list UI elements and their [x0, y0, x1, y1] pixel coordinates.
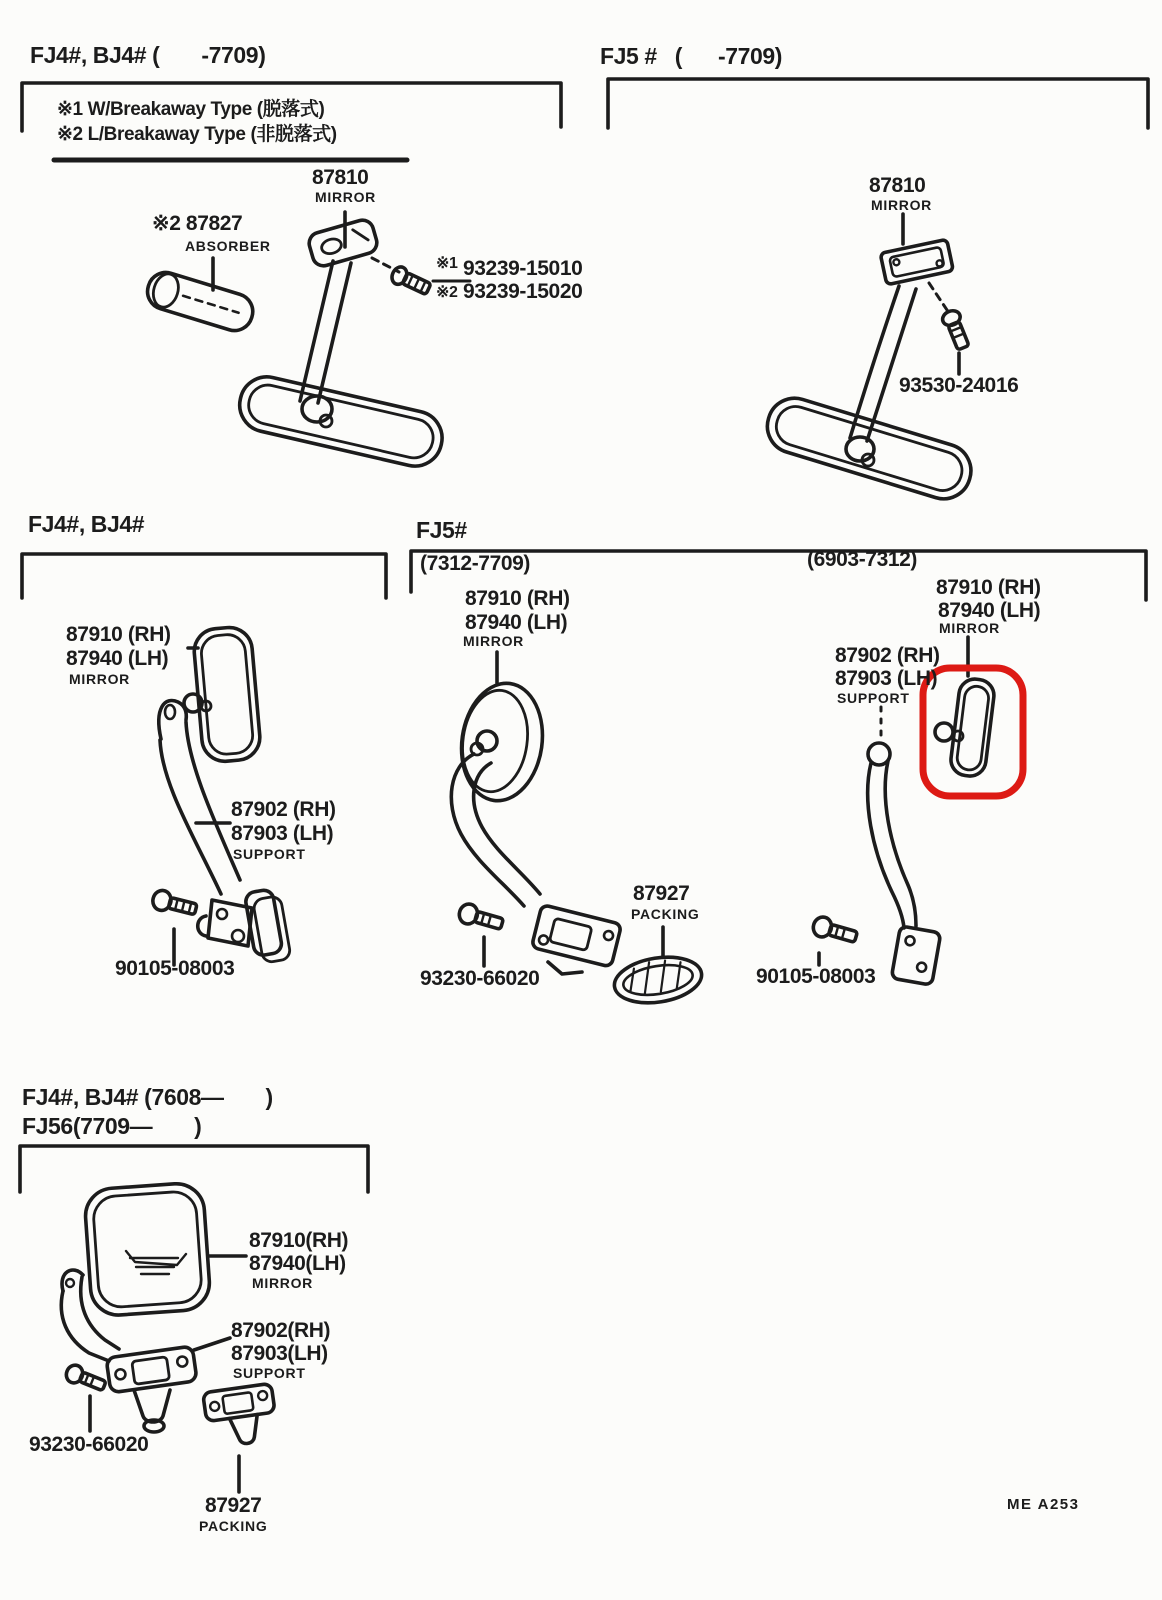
stem-pivot — [846, 437, 874, 461]
part-number-87910-rh: 87910(RH) — [249, 1229, 349, 1252]
part-number-87940-lh: 87940 (LH) — [465, 611, 568, 634]
packing-bracket — [203, 1383, 279, 1448]
leader-line — [194, 1338, 230, 1350]
mount-bracket — [106, 1346, 197, 1393]
part-number-87902-rh: 87902 (RH) — [835, 644, 940, 667]
foot-tab — [548, 962, 582, 974]
bracket-bottom — [20, 1146, 368, 1192]
part-number-87910-rh: 87910 (RH) — [66, 623, 171, 646]
part-number-93230-66020: 93230-66020 — [29, 1433, 149, 1456]
packing-pad — [611, 951, 705, 1008]
note-w-breakaway: ※1 W/Breakaway Type (脱落式) — [57, 99, 325, 120]
part-word-support: SUPPORT — [233, 846, 306, 862]
support-arm — [885, 761, 916, 926]
screw — [389, 265, 432, 298]
section-header-fj4-bj4-7709: FJ4#, BJ4# ( -7709) — [30, 42, 266, 68]
part-word-mirror: MIRROR — [871, 197, 932, 213]
mc-outer-mirror-drawing — [451, 652, 705, 1009]
part-number-87940-lh: 87940(LH) — [249, 1252, 346, 1275]
mirror-body — [454, 678, 550, 806]
part-word-support: SUPPORT — [837, 690, 910, 706]
mirror-stem — [300, 261, 333, 401]
bolt — [811, 915, 859, 946]
ref-mark-2: ※2 — [436, 284, 458, 301]
part-word-mirror: MIRROR — [252, 1275, 313, 1291]
bracket-wing — [198, 916, 206, 936]
hook-eyelet — [66, 1279, 74, 1287]
part-number-87903-lh: 87903(LH) — [231, 1342, 328, 1365]
support-arm — [61, 1291, 109, 1361]
absorber-cylinder — [143, 268, 257, 335]
part-number-87902-rh: 87902 (RH) — [231, 798, 336, 821]
part-number-93239-15010: 93239-15010 — [463, 257, 583, 280]
part-number-87810: 87810 — [869, 174, 926, 197]
part-number-87810: 87810 — [312, 166, 369, 189]
screw — [940, 308, 971, 351]
page-code: ME A253 — [1007, 1496, 1080, 1513]
mirror-body — [192, 626, 261, 764]
part-word-absorber: ABSORBER — [185, 238, 271, 254]
part-number-87927: 87927 — [633, 882, 690, 905]
part-number-87940-lh: 87940 (LH) — [938, 599, 1041, 622]
mirror-stem — [318, 263, 351, 403]
mirror-body — [234, 372, 447, 472]
section-header-fj5-7709: FJ5 # ( -7709) — [600, 43, 783, 69]
part-number-87903-lh: 87903 (LH) — [231, 822, 334, 845]
ml-outer-mirror-drawing — [151, 626, 291, 965]
mirror-stud — [477, 731, 497, 751]
support-arm — [451, 754, 524, 906]
bracket-foot — [144, 1420, 164, 1432]
section-header-fj4-bj4-7608: FJ4#, BJ4# (7608— ) — [22, 1084, 273, 1110]
part-word-mirror: MIRROR — [315, 189, 376, 205]
mirror-mount-plate — [880, 239, 953, 284]
part-number-87910-rh: 87910 (RH) — [936, 576, 1041, 599]
part-number-87902-rh: 87902(RH) — [231, 1319, 331, 1342]
bolt — [457, 902, 505, 933]
part-number-87910-rh: 87910 (RH) — [465, 587, 570, 610]
bracket-block — [208, 900, 252, 946]
part-word-mirror: MIRROR — [939, 620, 1000, 636]
ref-mark-1: ※1 — [436, 255, 458, 272]
mirror-body — [949, 677, 996, 778]
part-number-87827: ※2 87827 — [152, 212, 243, 235]
part-number-90105-08003: 90105-08003 — [115, 957, 235, 980]
tr-interior-mirror-drawing — [761, 214, 978, 506]
part-number-90105-08003: 90105-08003 — [756, 965, 876, 988]
part-word-mirror: MIRROR — [463, 633, 524, 649]
part-number-87903-lh: 87903 (LH) — [835, 667, 938, 690]
part-number-87927: 87927 — [205, 1494, 262, 1517]
mirror-logo-sketch — [126, 1251, 186, 1274]
mount-foot — [531, 905, 621, 968]
date-range-7312-7709: (7312-7709) — [420, 552, 531, 575]
date-range-6903-7312: (6903-7312) — [807, 548, 918, 571]
part-number-93530-24016: 93530-24016 — [899, 374, 1019, 397]
section-header-fj56-7709: FJ56(7709— ) — [22, 1113, 202, 1139]
mirror-body — [84, 1182, 212, 1317]
mount-foot — [891, 926, 941, 985]
part-number-93239-15020: 93239-15020 — [463, 280, 583, 303]
bracket-top-right — [608, 79, 1148, 128]
bolt — [64, 1363, 108, 1395]
mirror-body — [761, 392, 978, 506]
bolt — [151, 889, 199, 919]
part-number-93230-66020: 93230-66020 — [420, 967, 540, 990]
hook-eyelet — [165, 705, 175, 719]
part-word-packing: PACKING — [631, 906, 700, 922]
screw-dashed-line — [929, 283, 949, 313]
bracket-mid-left — [22, 554, 386, 598]
mirror-stud — [935, 723, 953, 741]
part-word-packing: PACKING — [199, 1518, 268, 1534]
mirror-mount-head — [307, 218, 380, 269]
part-word-support: SUPPORT — [233, 1365, 306, 1381]
part-number-87940-lh: 87940 (LH) — [66, 647, 169, 670]
note-l-breakaway: ※2 L/Breakaway Type (非脱落式) — [57, 124, 337, 145]
section-header-fj5: FJ5# — [416, 517, 467, 543]
section-header-fj4-bj4: FJ4#, BJ4# — [28, 511, 145, 537]
bracket-body — [134, 1390, 170, 1422]
part-word-mirror: MIRROR — [69, 671, 130, 687]
